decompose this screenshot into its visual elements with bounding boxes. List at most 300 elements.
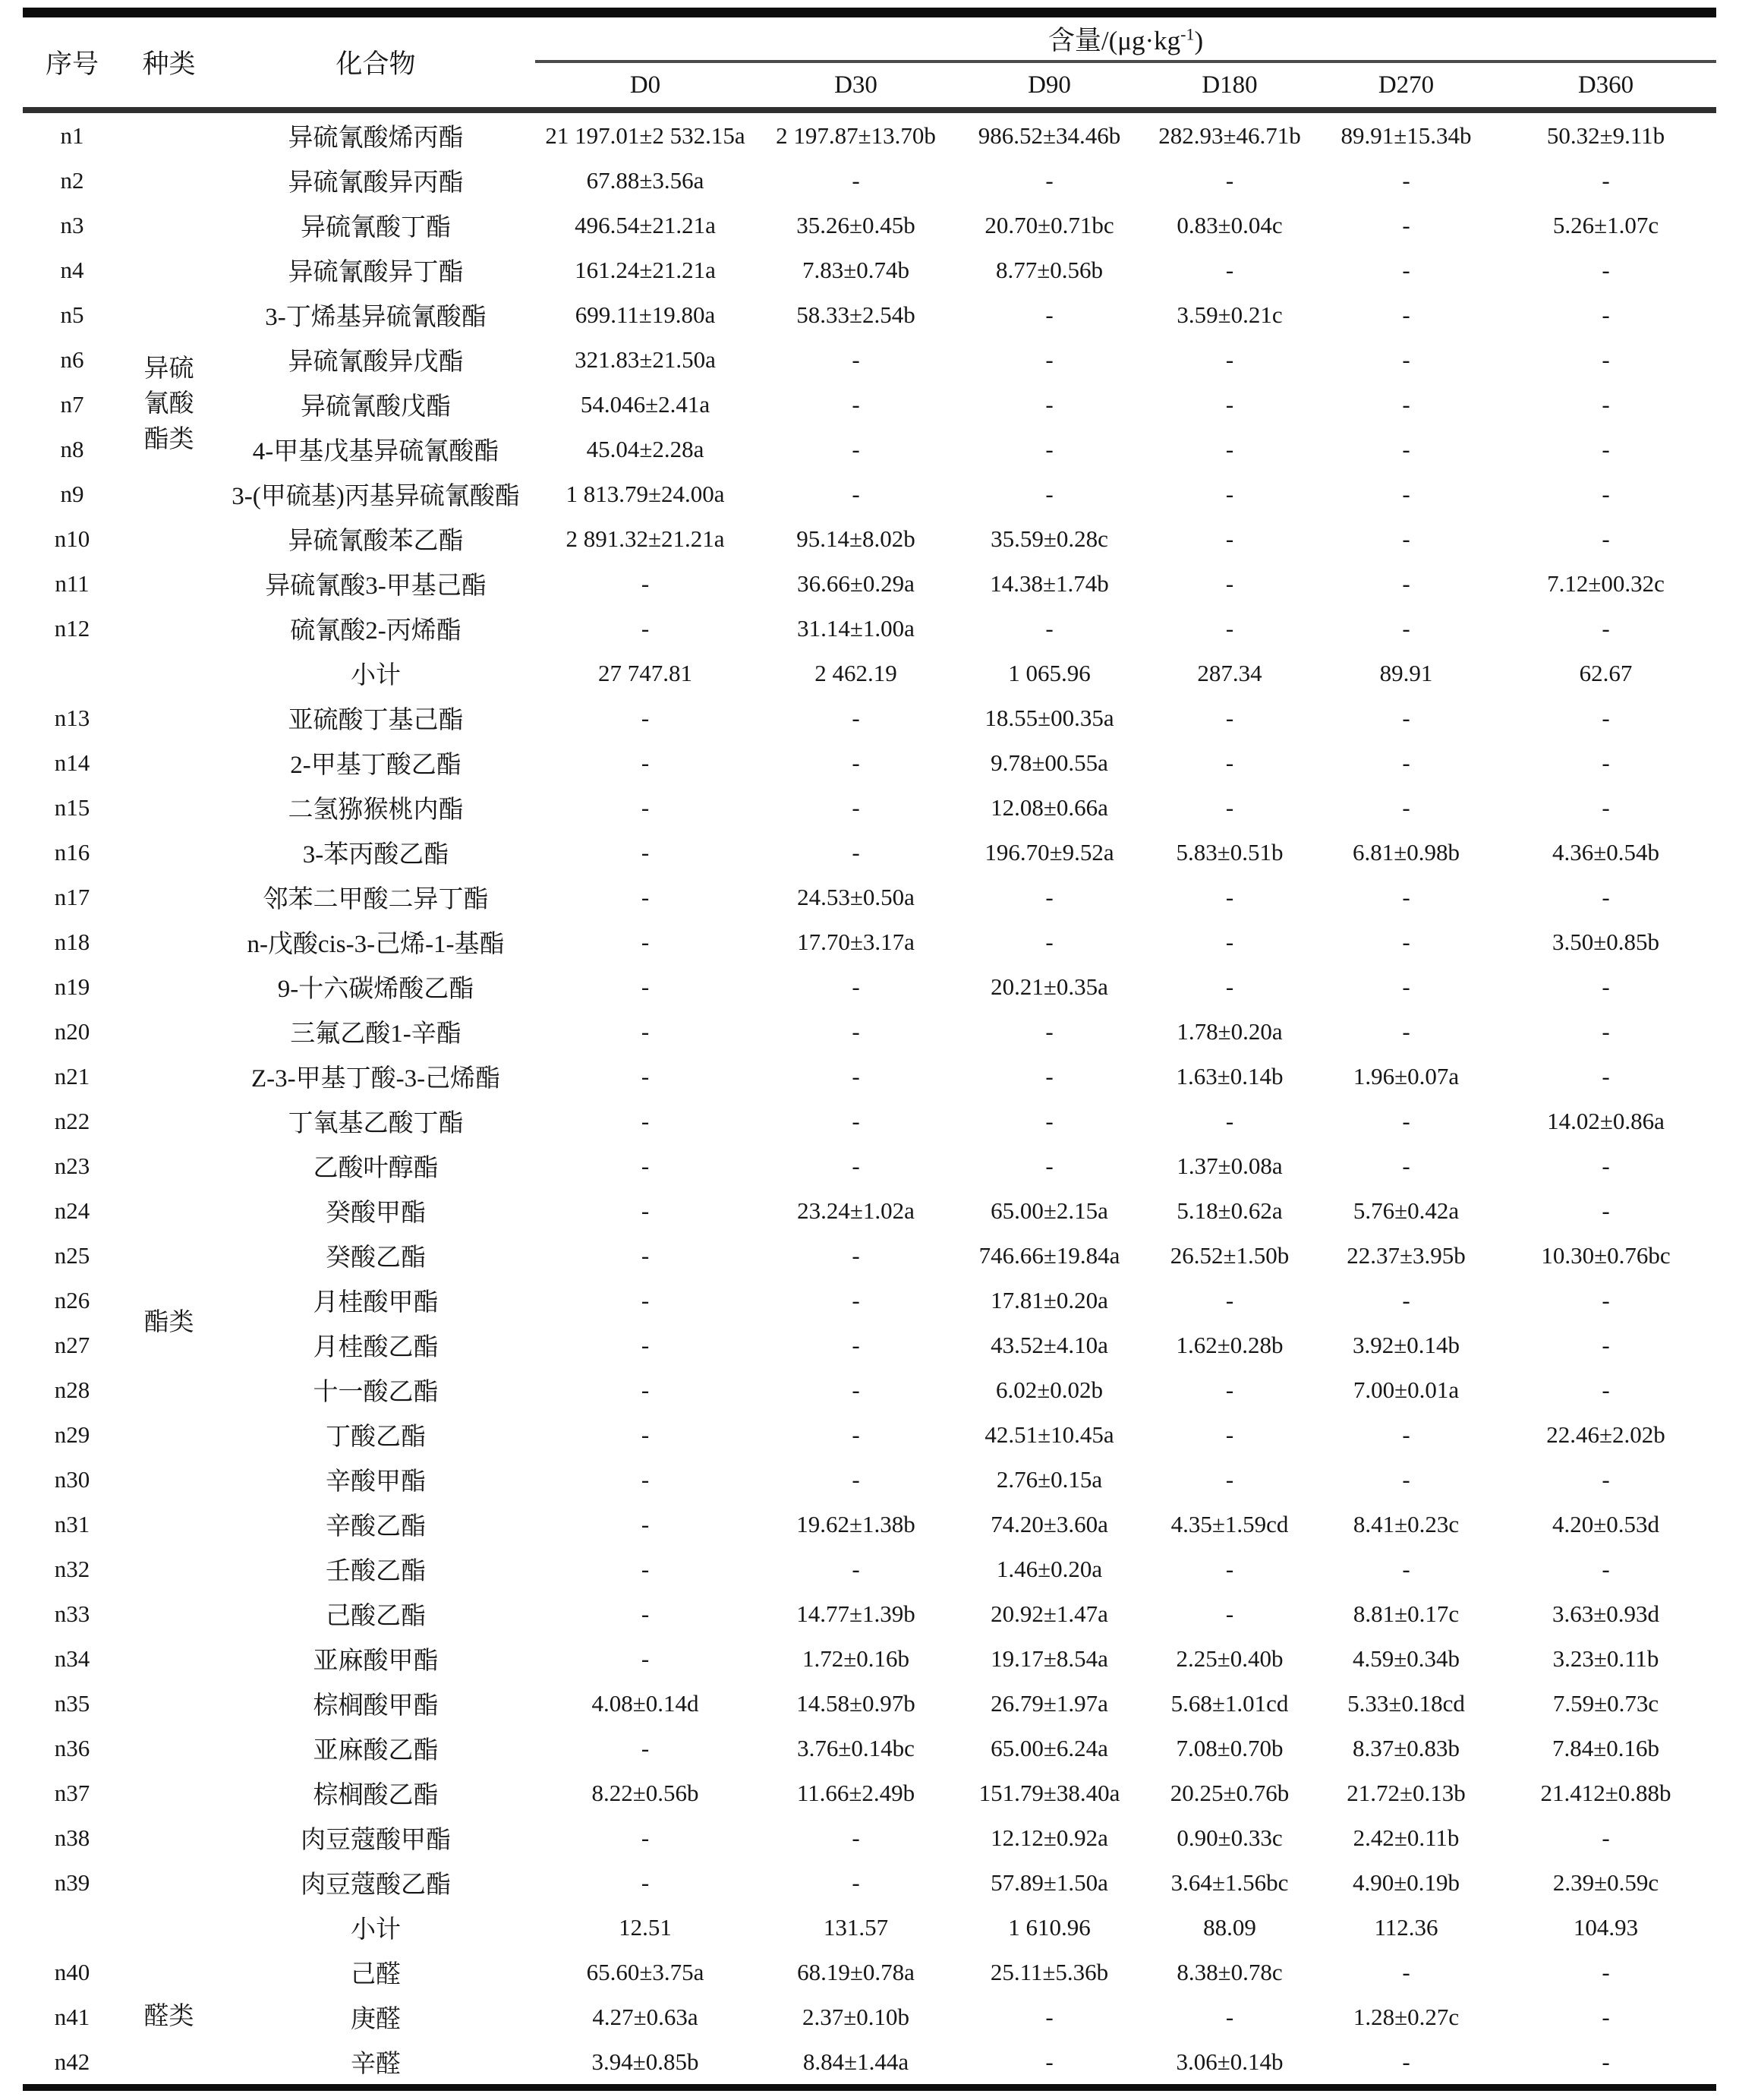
value-cell: - [1045,1152,1054,1179]
value-cell: 57.89±1.50a [991,1868,1108,1896]
value-cell: 8.22±0.56b [591,1779,699,1806]
value-cell: 95.14±8.02b [796,525,915,552]
value-cell: 68.19±0.78a [797,1958,915,1985]
value-cell: 21.72±0.13b [1347,1779,1466,1806]
table-row [23,1815,1716,1860]
value-cell: - [852,1420,860,1448]
table-row [23,919,1716,964]
value-cell: - [1225,569,1234,597]
table-header [23,13,1716,111]
col-header-no: 序号 [23,13,121,111]
value-cell: 22.46±2.02b [1546,1420,1665,1448]
col-header-type: 种类 [121,13,216,111]
value-cell: - [1402,749,1410,776]
value-cell: - [1225,1555,1234,1582]
value-cell: 8.77±0.56b [995,256,1103,283]
value-cell: - [641,793,650,821]
value-cell: - [1602,793,1610,821]
value-cell: - [641,1555,650,1582]
value-cell: - [1602,1465,1610,1493]
compound-name: 亚麻酸乙酯 [313,1737,439,1764]
value-cell: - [1602,614,1610,642]
table-row [23,1233,1716,1278]
value-cell: - [1402,345,1410,373]
value-cell: 89.91±15.34b [1340,121,1472,149]
value-cell: 9.78±00.55a [991,749,1108,776]
table-row [23,740,1716,785]
value-cell: 31.14±1.00a [797,614,915,642]
value-cell: 3.94±0.85b [591,2048,699,2075]
row-no: n36 [54,1734,90,1761]
value-cell: 20.92±1.47a [991,1600,1108,1627]
table-row [23,1143,1716,1188]
value-cell: - [1402,793,1410,821]
value-cell: 1.46±0.20a [996,1555,1103,1582]
value-cell: - [1402,256,1410,283]
value-cell: - [1225,928,1234,955]
value-cell: 20.25±0.76b [1170,1779,1290,1806]
row-no: n2 [60,166,84,194]
value-cell: 2 462.19 [814,659,897,686]
table-row [23,561,1716,606]
value-cell: 89.91 [1379,659,1433,686]
type-group-label-line: 氰酸 [143,390,194,418]
value-cell: - [1225,1107,1234,1134]
value-cell: 27 747.81 [598,659,692,686]
compound-name: 己醛 [351,1961,401,1988]
value-cell: 12.51 [619,1913,672,1941]
value-cell: - [1602,883,1610,910]
col-header-compound: 化合物 [216,13,535,111]
table-row [23,1726,1716,1770]
value-cell: - [852,166,860,194]
value-cell: - [852,1152,860,1179]
value-cell: - [852,1062,860,1089]
value-cell: - [852,973,860,1000]
compound-name: 异硫氰酸丁酯 [301,214,451,241]
type-group-label-line: 异硫 [143,355,194,383]
value-cell: 7.83±0.74b [802,256,909,283]
row-no: n25 [54,1241,90,1269]
table-row [23,1547,1716,1591]
value-cell: 21.412±0.88b [1540,1779,1671,1806]
value-cell: - [641,1734,650,1761]
value-cell: - [1225,749,1234,776]
value-cell: - [1402,390,1410,418]
value-cell: - [852,345,860,373]
content-unit-superscript: -1 [1180,24,1195,44]
table-row [23,427,1716,471]
compound-name: 2-甲基丁酸乙酯 [290,752,462,779]
table-row [23,1636,1716,1681]
compound-name: 3-(甲硫基)丙基异硫氰酸酯 [232,483,520,510]
value-cell: - [1402,1465,1410,1493]
row-no: n39 [54,1868,90,1896]
table-row [23,1770,1716,1815]
value-cell: 8.37±0.83b [1352,1734,1460,1761]
value-cell: 3.06±0.14b [1176,2048,1284,2075]
compound-name: 己酸乙酯 [326,1603,426,1630]
value-cell: 1.96±0.07a [1353,1062,1460,1089]
value-cell: 4.90±0.19b [1352,1868,1460,1896]
compound-name: 辛醛 [351,2051,401,2078]
value-cell: - [1045,614,1054,642]
value-cell: - [1402,883,1410,910]
value-cell: - [1045,435,1054,462]
compound-name: 小计 [351,1916,401,1944]
row-no: n14 [54,749,90,776]
value-cell: 3.59±0.21c [1177,301,1283,328]
value-cell: 14.77±1.39b [796,1600,915,1627]
row-no: n3 [60,211,84,238]
table-row [23,1009,1716,1054]
value-cell: 699.11±19.80a [575,301,716,328]
value-cell: 1 065.96 [1008,659,1091,686]
value-cell: - [641,838,650,866]
col-header-d90: D90 [956,61,1142,110]
value-cell: 88.09 [1203,1913,1256,1941]
value-cell: 26.52±1.50b [1170,1241,1290,1269]
value-cell: 36.66±0.29a [797,569,915,597]
value-cell: 23.24±1.02a [797,1197,915,1224]
compound-name: 棕榈酸甲酯 [313,1692,439,1720]
compound-name: 异硫氰酸异戊酯 [288,348,464,376]
value-cell: - [1402,1017,1410,1045]
value-cell: - [1402,1420,1410,1448]
row-no: n20 [54,1017,90,1045]
value-cell: 1 813.79±24.00a [565,480,725,507]
value-cell: 282.93±46.71b [1158,121,1301,149]
value-cell: 2.37±0.10b [802,2003,909,2030]
value-cell: - [641,1017,650,1045]
value-cell: 112.36 [1374,1913,1438,1941]
value-cell: 8.84±1.44a [802,2048,909,2075]
table-row [23,830,1716,875]
value-cell: - [1602,973,1610,1000]
value-cell: 24.53±0.50a [797,883,915,910]
compound-name: 异硫氰酸3-甲基己酯 [265,572,487,600]
value-cell: - [1602,480,1610,507]
value-cell: - [1225,793,1234,821]
volatile-compound-table [23,8,1716,2091]
value-cell: 12.08±0.66a [991,793,1108,821]
row-no: n26 [54,1286,90,1313]
compound-name: 壬酸乙酯 [326,1558,426,1585]
compound-name: 丁酸乙酯 [326,1424,426,1451]
compound-name: 亚硫酸丁基己酯 [288,707,464,734]
value-cell: - [852,749,860,776]
value-cell: 5.68±1.01cd [1170,1689,1289,1717]
col-header-d0: D0 [535,61,755,110]
row-no: n28 [54,1376,90,1403]
value-cell: 1.37±0.08a [1177,1152,1283,1179]
table-row [23,1099,1716,1143]
row-no: n5 [60,301,84,328]
value-cell: - [641,749,650,776]
value-cell: - [852,480,860,507]
compound-name: 小计 [351,662,401,689]
row-no: n15 [54,793,90,821]
subtotal-row [23,651,1716,695]
value-cell: - [1225,345,1234,373]
value-cell: - [641,1152,650,1179]
value-cell: - [641,1331,650,1358]
value-cell: 50.32±9.11b [1546,121,1665,149]
value-cell: - [641,1644,650,1672]
value-cell: 14.02±0.86a [1547,1107,1665,1134]
value-cell: - [1225,1286,1234,1313]
value-cell: - [1602,1197,1610,1224]
value-cell: - [1602,2003,1610,2030]
value-cell: - [1402,2048,1410,2075]
compound-name: 癸酸乙酯 [326,1244,426,1272]
value-cell: - [1402,569,1410,597]
type-group-label [121,695,216,1950]
value-cell: - [1602,1958,1610,1985]
table-row [23,1412,1716,1457]
value-cell: - [1225,1465,1234,1493]
value-cell: 3.92±0.14b [1352,1331,1460,1358]
row-no [23,1905,121,1950]
value-cell: - [1602,166,1610,194]
value-cell: 151.79±38.40a [978,1779,1120,1806]
value-cell: 8.41±0.23c [1353,1510,1460,1537]
value-cell: - [641,1376,650,1403]
compound-name: 邻苯二甲酸二异丁酯 [263,886,489,913]
value-cell: 6.02±0.02b [995,1376,1103,1403]
value-cell: - [1045,2048,1054,2075]
value-cell: 1.72±0.16b [802,1644,909,1672]
value-cell: - [1045,883,1054,910]
type-group-label-line: 酯类 [143,425,194,453]
value-cell: - [1045,166,1054,194]
row-no: n18 [54,928,90,955]
value-cell: - [852,1241,860,1269]
value-cell: 1 610.96 [1008,1913,1091,1941]
value-cell: - [1225,1420,1234,1448]
type-group-label-line: 醛类 [143,2003,194,2031]
row-no: n33 [54,1600,90,1627]
value-cell: 7.08±0.70b [1176,1734,1284,1761]
table-row [23,110,1716,158]
col-header-d360: D360 [1495,61,1716,110]
table-row [23,1054,1716,1099]
value-cell: 5.76±0.42a [1353,1197,1460,1224]
value-cell: 4.08±0.14d [591,1689,699,1717]
row-no: n19 [54,973,90,1000]
value-cell: 7.12±00.32c [1547,569,1665,597]
row-no: n32 [54,1555,90,1582]
value-cell: - [852,1555,860,1582]
value-cell: 4.20±0.53d [1552,1510,1660,1537]
value-cell: 746.66±19.84a [978,1241,1120,1269]
table-row [23,695,1716,740]
value-cell: 2.76±0.15a [996,1465,1103,1493]
table-row [23,158,1716,203]
row-no: n4 [60,256,84,283]
value-cell: - [1045,2003,1054,2030]
row-no: n23 [54,1152,90,1179]
value-cell: 1.62±0.28b [1176,1331,1284,1358]
row-no: n41 [54,2003,90,2030]
col-header-d180: D180 [1142,61,1317,110]
value-cell: - [1045,928,1054,955]
value-cell: - [641,1241,650,1269]
table-row [23,1681,1716,1726]
value-cell: 65.00±2.15a [991,1197,1108,1224]
value-cell: - [1602,256,1610,283]
value-cell: 0.90±0.33c [1177,1824,1283,1851]
value-cell: 21 197.01±2 532.15a [545,121,745,149]
value-cell: 161.24±21.21a [575,256,716,283]
value-cell: 4.35±1.59cd [1170,1510,1289,1537]
value-cell: - [641,1600,650,1627]
value-cell: - [1602,1017,1610,1045]
value-cell: 3.76±0.14bc [797,1734,915,1761]
value-cell: - [852,704,860,731]
value-cell: 104.93 [1573,1913,1639,1941]
value-cell: - [641,1062,650,1089]
value-cell: - [1602,1824,1610,1851]
value-cell: - [1225,435,1234,462]
value-cell: - [1602,525,1610,552]
type-group-label-line: 酯类 [143,1308,194,1336]
col-header-d270: D270 [1317,61,1495,110]
value-cell: - [1602,435,1610,462]
row-no: n17 [54,883,90,910]
compound-name: 4-甲基戊基异硫氰酸酯 [252,438,499,465]
row-no: n9 [60,480,84,507]
value-cell: 20.21±0.35a [991,973,1108,1000]
value-cell: 17.70±3.17a [797,928,915,955]
value-cell: 18.55±00.35a [984,704,1114,731]
value-cell: 1.28±0.27c [1353,2003,1460,2030]
value-cell: - [1045,301,1054,328]
value-cell: 131.57 [823,1913,889,1941]
value-cell: - [852,1107,860,1134]
table-row [23,1323,1716,1367]
compound-name: 3-苯丙酸乙酯 [302,841,449,869]
table-row [23,1457,1716,1502]
value-cell: - [641,614,650,642]
value-cell: 6.81±0.98b [1352,838,1460,866]
table-row [23,337,1716,382]
table-row [23,1950,1716,1994]
value-cell: - [1225,166,1234,194]
compound-name: 棕榈酸乙酯 [313,1782,439,1809]
value-cell: 62.67 [1579,659,1633,686]
row-no: n12 [54,614,90,642]
value-cell: 43.52±4.10a [991,1331,1108,1358]
table-row [23,1591,1716,1636]
table-row [23,875,1716,919]
value-cell: 54.046±2.41a [580,390,710,418]
value-cell: 7.59±0.73c [1552,1689,1659,1717]
table-row [23,516,1716,561]
value-cell: 45.04±2.28a [586,435,704,462]
value-cell: - [852,793,860,821]
value-cell: - [641,928,650,955]
value-cell: - [852,1465,860,1493]
value-cell: 20.70±0.71bc [984,211,1114,238]
table-row [23,606,1716,651]
compound-name: 庚醛 [351,2006,401,2033]
value-cell: - [1602,749,1610,776]
value-cell: 12.12±0.92a [991,1824,1108,1851]
value-cell: - [1402,211,1410,238]
value-cell: - [1402,973,1410,1000]
value-cell: 19.62±1.38b [796,1510,915,1537]
value-cell: 10.30±0.76bc [1541,1241,1671,1269]
compound-name: 十一酸乙酯 [313,1379,439,1406]
type-group-label [121,110,216,695]
value-cell: - [1402,435,1410,462]
row-no: n22 [54,1107,90,1134]
table-row [23,248,1716,292]
row-no: n31 [54,1510,90,1537]
row-no: n16 [54,838,90,866]
value-cell: 2.42±0.11b [1353,1824,1460,1851]
table-body [23,110,1716,2088]
row-no: n35 [54,1689,90,1717]
value-cell: - [852,1331,860,1358]
value-cell: - [1402,1555,1410,1582]
value-cell: - [1602,301,1610,328]
row-no: n7 [60,390,84,418]
value-cell: 2 891.32±21.21a [565,525,725,552]
value-cell: 986.52±34.46b [978,121,1121,149]
value-cell: - [852,1824,860,1851]
row-no: n1 [60,121,84,149]
value-cell: 7.84±0.16b [1552,1734,1660,1761]
col-header-content-unit [535,13,1716,62]
row-no: n21 [54,1062,90,1089]
table-row [23,964,1716,1009]
value-cell: 25.11±5.36b [990,1958,1109,1985]
value-cell: - [1402,704,1410,731]
value-cell: - [852,1868,860,1896]
compound-name: 异硫氰酸烯丙酯 [288,125,464,152]
value-cell: - [1602,1152,1610,1179]
value-cell: - [1602,1286,1610,1313]
value-cell: - [1602,2048,1610,2075]
content-unit-suffix: ) [1194,26,1204,55]
value-cell: 65.60±3.75a [586,1958,704,1985]
compound-name: 三氟乙酸1-辛酯 [290,1020,462,1048]
value-cell: 35.59±0.28c [991,525,1108,552]
value-cell: - [1402,525,1410,552]
row-no: n11 [55,569,90,597]
value-cell: 3.23±0.11b [1552,1644,1659,1672]
row-no: n34 [54,1644,90,1672]
value-cell: 42.51±10.45a [984,1420,1114,1448]
row-no: n6 [60,345,84,373]
row-no: n24 [54,1197,90,1224]
table-row [23,785,1716,830]
value-cell: 4.36±0.54b [1552,838,1660,866]
value-cell: - [1402,1286,1410,1313]
value-cell: - [1225,256,1234,283]
value-cell: - [1225,1600,1234,1627]
value-cell: 26.79±1.97a [991,1689,1108,1717]
value-cell: 7.00±0.01a [1353,1376,1460,1403]
value-cell: - [1602,1555,1610,1582]
compound-name: 肉豆蔻酸甲酯 [301,1827,451,1854]
value-cell: - [1045,480,1054,507]
compound-name: 癸酸甲酯 [326,1200,426,1227]
value-cell: - [1602,1062,1610,1089]
value-cell: 11.66±2.49b [796,1779,915,1806]
